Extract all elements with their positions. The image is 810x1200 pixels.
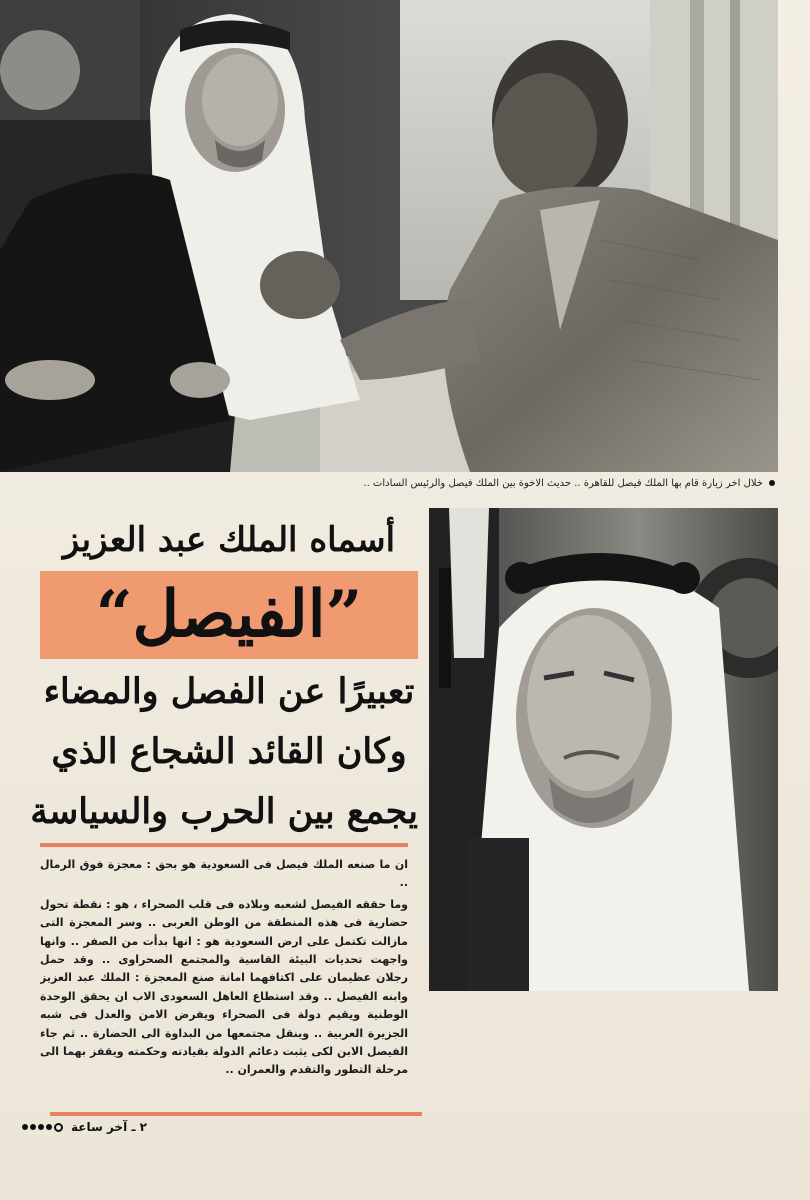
portrait-photo xyxy=(429,508,778,991)
article-body xyxy=(40,856,408,1101)
page-number: ٢ ـ آخر ساعة xyxy=(71,1120,147,1134)
body-paragraph-2: وما حققه الفيصل لشعبه وبلاده فى قلب الصحراء ، هو : نقطة تحول حضارية فى هذه المنطقة من الوطن العربى .. وسر المعجزة التى مازالت تكتمل على ارض السعودية هو : انها بدأت من الصفر .. وانها واجهت تحديات البيئة القاسية والمجتمع الصحراوى .. وقد حمل رجلان عظيمان على اكتافهما امانة صنع المعجزة : الملك عبد العزيز وابنه الفيصل .. وقد استطاع العاهل السعودى الاب ان يحقق الوحدة الوطنية ويقيم دولة فى الصحراء ويفرض الامن والعدل فى شبه الجزيرة العربية .. وينقل مجتمعها من البداوة الى الحضارة .. ثم جاء الفيصل الابن لكى يثبت دعائم الدولة بقيادته وحكمته ويقفز بهما الى مرحلة التطور والتقدم والعمران .. xyxy=(40,897,408,1077)
photo-caption xyxy=(40,478,775,496)
orange-rule-top xyxy=(40,843,408,847)
headline-title: ”الفيصل“ xyxy=(40,571,418,659)
headline-block xyxy=(30,515,418,839)
headline-sub-line-2: وكان القائد الشجاع الذي xyxy=(51,731,407,772)
top-photo xyxy=(0,0,778,472)
page-footer xyxy=(22,1116,182,1138)
caption-text: خلال اخر زيارة قام بها الملك فيصل للقاهرة .. حديث الاخوة بين الملك فيصل والرئيس السادات .. xyxy=(363,478,763,489)
headline-sub-line-3: يجمع بين الحرب والسياسة xyxy=(30,791,418,832)
footer-dots-icon xyxy=(22,1123,63,1132)
headline-sub-line-1: تعبيرًا عن الفصل والمضاء xyxy=(43,671,415,712)
body-paragraph-1: ان ما صنعه الملك فيصل فى السعودية هو بحق : معجزة فوق الرمال .. xyxy=(40,858,408,890)
headline-kicker: أسماه الملك عبد العزيز xyxy=(62,520,396,560)
caption-bullet-icon xyxy=(769,480,775,486)
